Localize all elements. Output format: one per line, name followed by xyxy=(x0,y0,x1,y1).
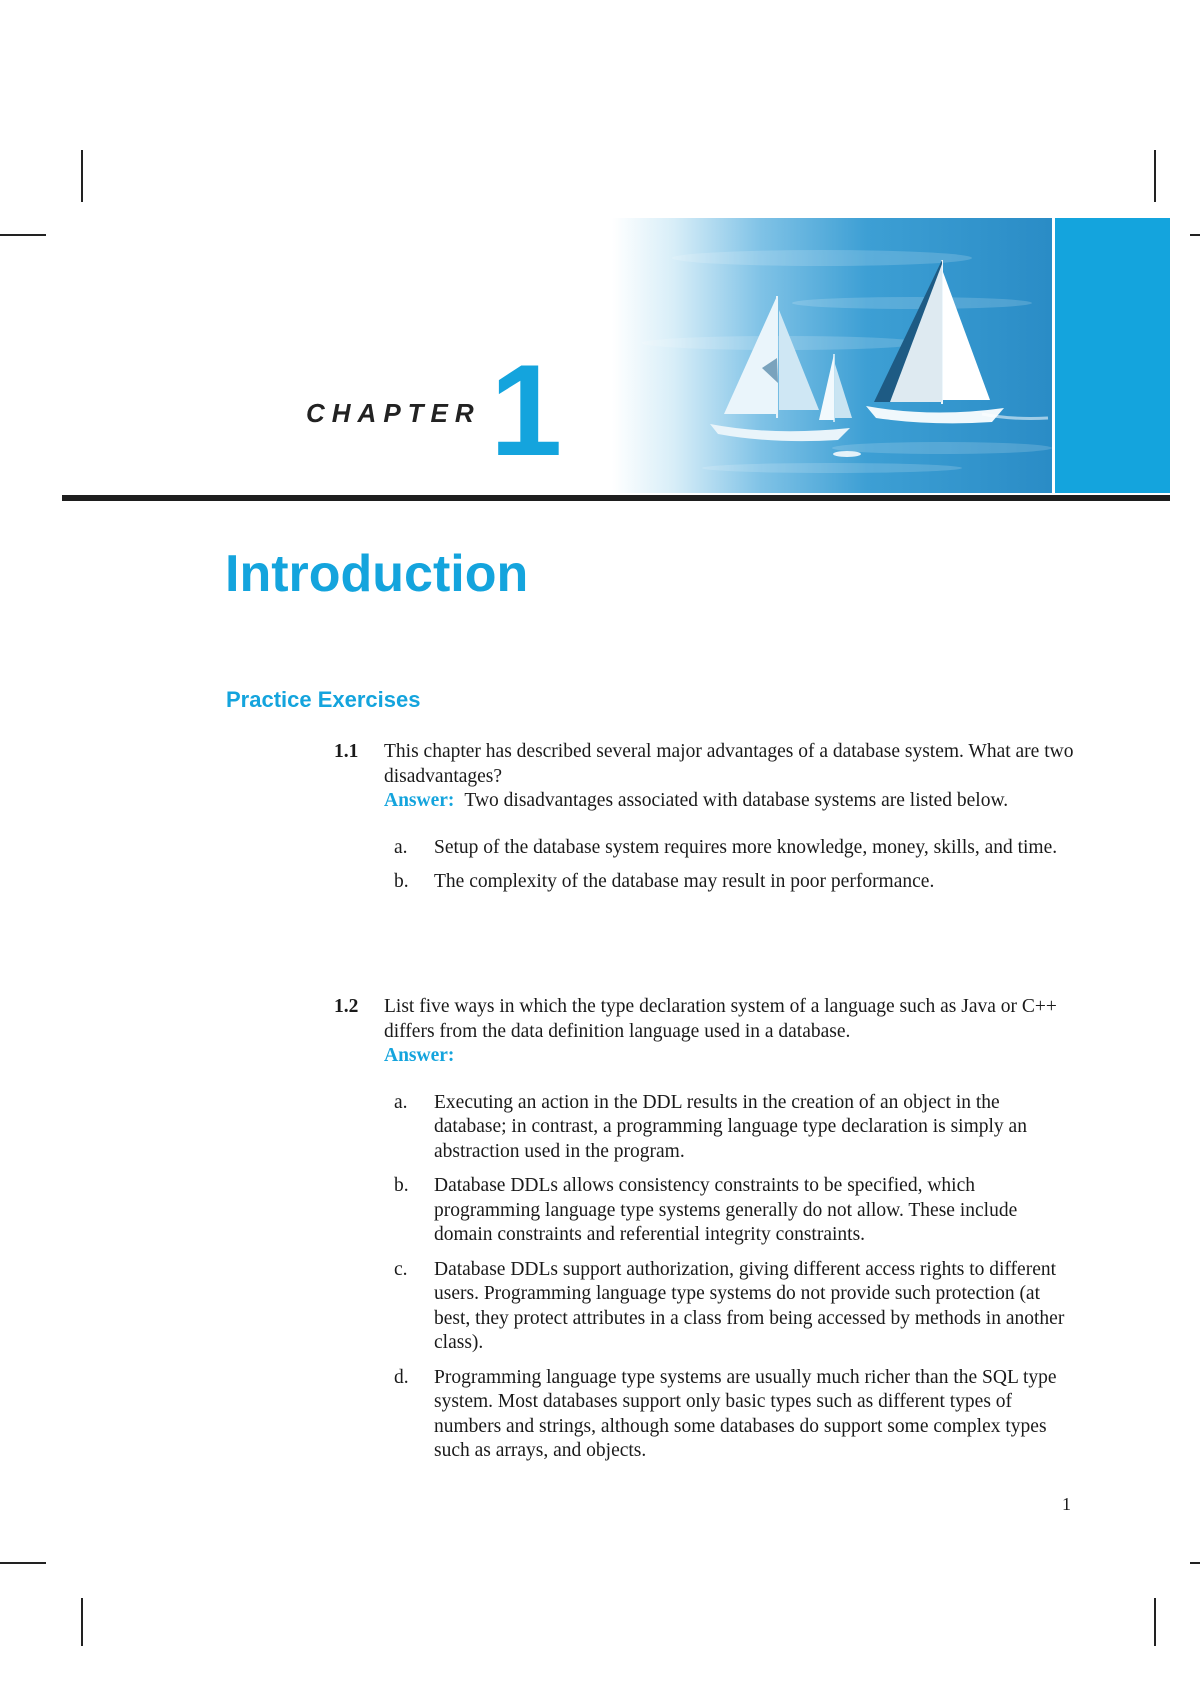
item-label: b. xyxy=(394,1175,409,1196)
crop-mark xyxy=(1154,1598,1156,1646)
item-text: Executing an action in the DDL results in the creation of an object in the database; in contrast, a programming language type declaration is simply an abstraction used in the program. xyxy=(434,1091,1027,1162)
list-item xyxy=(384,1258,1074,1356)
chapter-title: Introduction xyxy=(225,545,529,603)
item-label: a. xyxy=(394,1091,408,1113)
crop-mark xyxy=(1190,234,1200,236)
chapter-number: 1 xyxy=(490,337,563,483)
answer-label: Answer: xyxy=(384,790,455,811)
item-label: a. xyxy=(394,836,408,858)
item-label: d. xyxy=(394,1366,409,1388)
item-text: The complexity of the database may result in poor performance. xyxy=(434,871,935,892)
answer-list xyxy=(384,1091,1074,1464)
exercise-number: 1.1 xyxy=(334,741,359,762)
answer-label: Answer: xyxy=(384,1045,455,1066)
exercise-1-1 xyxy=(334,740,1074,905)
exercise-1-2 xyxy=(334,995,1074,1474)
crop-mark xyxy=(1154,150,1156,202)
item-text: Database DDLs allows consistency constraints to be specified, which programming language type systems generally do not allow. These include domain constraints and referential integrity constraints. xyxy=(434,1175,1018,1245)
crop-mark xyxy=(81,150,83,202)
answer-intro: Two disadvantages associated with database systems are listed below. xyxy=(464,790,1009,811)
sailboats-photo xyxy=(612,218,1052,493)
exercise-number: 1.2 xyxy=(334,996,359,1017)
crop-mark xyxy=(0,1562,46,1564)
answer-list xyxy=(384,836,1074,895)
list-item xyxy=(384,1366,1074,1464)
crop-mark xyxy=(1190,1562,1200,1564)
crop-mark xyxy=(0,234,46,236)
item-label: b. xyxy=(394,871,409,892)
list-item xyxy=(384,836,1074,861)
exercise-question: This chapter has described several major advantages of a database system. What are two disadvantages? xyxy=(384,741,1074,787)
list-item xyxy=(384,870,1074,895)
item-label: c. xyxy=(394,1258,408,1280)
chapter-tab xyxy=(1055,218,1170,493)
crop-mark xyxy=(81,1598,83,1646)
item-text: Setup of the database system requires more knowledge, money, skills, and time. xyxy=(434,836,1058,858)
exercise-question: List five ways in which the type declaration system of a language such as Java or C++ differs from the data definition language used in a database. xyxy=(384,996,1057,1042)
chapter-rule xyxy=(62,495,1170,501)
chapter-label: CHAPTER xyxy=(306,398,481,428)
page-number: 1 xyxy=(1062,1494,1071,1514)
list-item xyxy=(384,1174,1074,1248)
list-item xyxy=(384,1091,1074,1165)
item-text: Database DDLs support authorization, giving different access rights to different users. Programming language type systems do not provide such protection (at best, they protect attributes in a class from being accessed by methods in another class). xyxy=(434,1258,1065,1353)
section-title: Practice Exercises xyxy=(226,687,421,712)
item-text: Programming language type systems are usually much richer than the SQL type system. Most databases support only basic types such as different types of numbers and strings, although some databases do support some complex types such as arrays, and objects. xyxy=(434,1366,1057,1461)
